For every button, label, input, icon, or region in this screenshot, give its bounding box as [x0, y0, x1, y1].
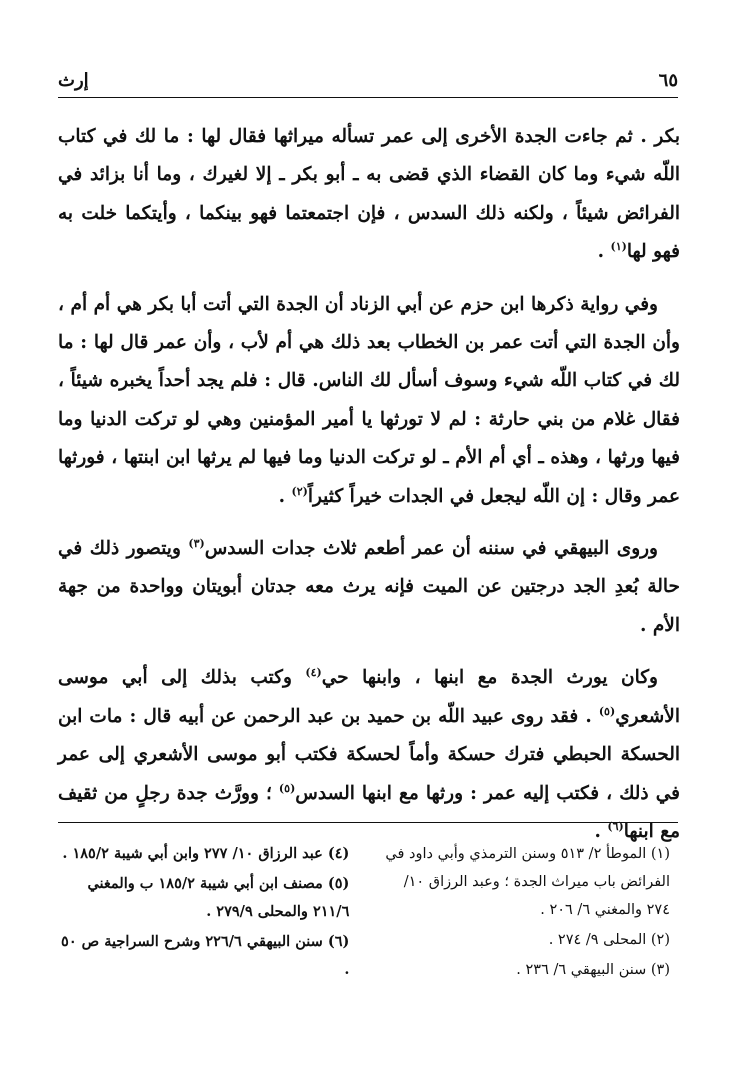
header-divider [58, 97, 678, 98]
footnote-1: (١) الموطأ ٢/ ٥١٣ وسنن الترمذي وأبي داود في الفرائض باب ميراث الجدة ؛ وعبد الرزاق ١٠/ ٢٧٤ والمغني ٦/ ٢٠٦ . [385, 846, 670, 918]
footnote-marker: (٤) [305, 666, 322, 680]
paragraph-1 [58, 118, 680, 272]
paragraph-tail: . [278, 485, 292, 507]
footnote-marker: (٣) [188, 536, 205, 550]
footnote-2: (٢) المحلى ٩/ ٢٧٤ . [548, 932, 670, 948]
page-header [58, 64, 678, 96]
main-text [58, 118, 680, 865]
footnote-marker: (٥) [598, 704, 616, 718]
paragraph-tail: ويتصور ذلك في حالة بُعدِ الجد درجتين عن الميت فإنه يرث معه جدتان أبويتان وواحدة من جهة الأم . [58, 538, 680, 636]
paragraph-tail: . [597, 241, 611, 263]
footnotes-left-column [58, 840, 349, 1030]
footnotes-right-column [379, 840, 678, 1030]
footnote-divider [58, 822, 678, 823]
paragraph-3 [58, 530, 680, 645]
paragraph-text: بكر . ثم جاءت الجدة الأخرى إلى عمر تسأله ميراثها فقال لها : ما لك في كتاب اللّه شيء وما كان القضاء الذي قضى به ـ أبو بكر ـ إلا لغيرك ، وما أنا بزائد في الفرائض شيئاً ، ولكنه ذلك السدس ، فإن اجتمعتما فهو بينكما ، وأيتكما خلت به فهو لها [58, 126, 680, 263]
paragraph-text: وروى البيهقي في سننه أن عمر أطعم ثلاث جدات السدس [204, 538, 658, 560]
paragraph-text: وفي رواية ذكرها ابن حزم عن أبي الزناد أن الجدة التي أتت أبا بكر هي أم أم ، وأن الجدة التي أتت عمر بن الخطاب بعد ذلك هي أم لأب ، وأن عمر قال لها : ما لك في كتاب اللّه شيء وسوف أسأل لك الناس. قال : فلم يجد أحداً يخبره شيئاً ، فقال غلام من بني حارثة : لم لا تورثها يا أمير المؤمنين وهي لو تركت الدنيا وما فيها ورثها ، وهذه ـ أي أم الأم ـ لو تركت الدنيا وما فيها لم يرثها ابن ابنتها ، فورثها عمر وقال : إن اللّه ليجعل في الجدات خيراً كثيراً [58, 293, 680, 507]
paragraph-tail: . فقد روى عبيد اللّه بن حميد بن عبد الرحمن عن أبيه قال : مات ابن الحسكة الحبطي فترك حسكة وأماً لحسكة فكتب أبو موسى الأشعري إلى عمر في ذلك ، فكتب إليه عمر : ورثها مع ابنها السدس [58, 705, 680, 804]
paragraph-tail: وكتب بذلك إلى أبي موسى الأشعري [58, 667, 680, 727]
footnote-5: (٥) مصنف ابن أبي شيبة ١٨٥/٢ ب والمغني ٢١١/٦ والمحلى ٢٧٩/٩ . [87, 875, 350, 920]
page-number: ٦٥ [658, 69, 678, 91]
footnote-marker: (٦) [607, 819, 624, 833]
paragraph-tail: . [594, 820, 608, 842]
running-title: إرث [58, 69, 89, 91]
paragraph-2 [58, 286, 680, 516]
footnote-marker: (٢) [291, 484, 308, 498]
footnote-4: (٤) عبد الرزاق ١٠/ ٢٧٧ وابن أبي شيبة ١٨٥/٢ . [62, 845, 350, 862]
footnote-6: (٦) سنن البيهقي ٢٢٦/٦ وشرح السراجية ص ٥٠ . [61, 933, 350, 978]
paragraph-text: وكان يورث الجدة مع ابنها ، وابنها حي [321, 667, 658, 689]
footnote-3: (٣) سنن البيهقي ٦/ ٢٣٦ . [516, 962, 670, 978]
footnote-marker: (١) [610, 240, 627, 254]
footnotes [58, 840, 678, 1030]
paragraph-tail: ؛ وورَّث جدة رجلٍ من ثقيف مع ابنها [58, 782, 680, 842]
footnote-marker: (٥) [278, 781, 296, 795]
